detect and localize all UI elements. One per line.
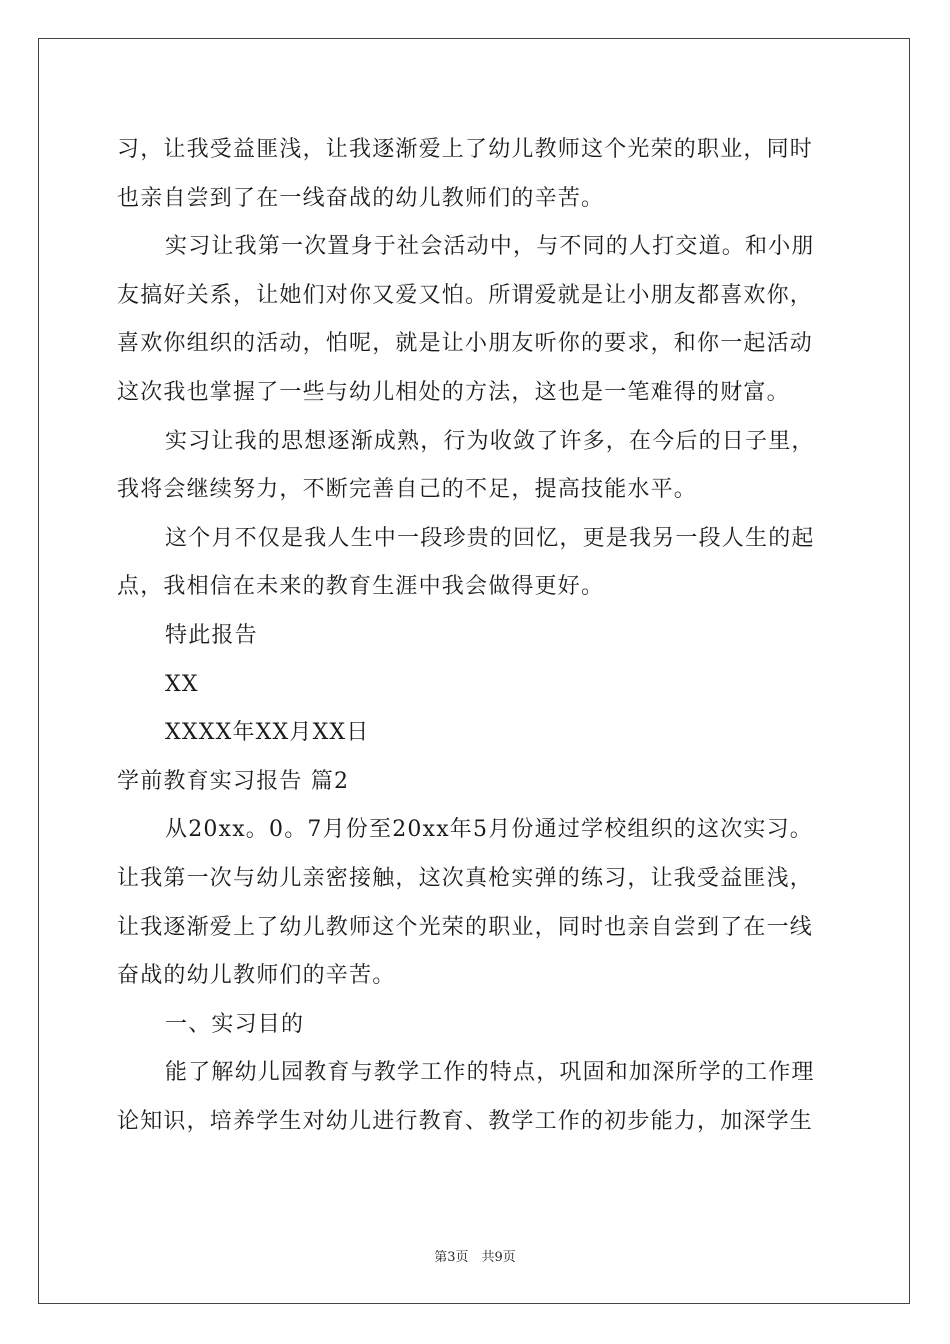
body-line: 喜欢你组织的活动，怕呢，就是让小朋友听你的要求，和你一起活动 — [117, 331, 814, 357]
page-number: 第3页 共9页 — [434, 1250, 516, 1265]
signature-name: XX — [165, 671, 199, 697]
signature-date: XXXX年XX月XX日 — [165, 720, 370, 746]
body-line: 我将会继续努力，不断完善自己的不足，提高技能水平。 — [117, 477, 698, 503]
closing-text: 特此报告 — [165, 622, 258, 648]
body-line: 让我第一次与幼儿亲密接触，这次真枪实弹的练习，让我受益匪浅， — [117, 865, 814, 891]
body-line: 这个月不仅是我人生中一段珍贵的回忆，更是我另一段人生的起 — [165, 525, 815, 551]
body-line: 能了解幼儿园教育与教学工作的特点，巩固和加深所学的工作理 — [165, 1060, 815, 1086]
body-line: 习，让我受益匪浅，让我逐渐爱上了幼儿教师这个光荣的职业，同时 — [117, 137, 814, 162]
body-line: 奋战的幼儿教师们的辛苦。 — [117, 963, 396, 989]
document-body — [117, 126, 833, 1146]
section-title: 学前教育实习报告 篇2 — [117, 768, 350, 794]
body-line: 点，我相信在未来的教育生涯中我会做得更好。 — [117, 574, 605, 600]
body-line: 实习让我的思想逐渐成熟，行为收敛了许多，在今后的日子里， — [165, 428, 815, 454]
body-line: 这次我也掌握了一些与幼儿相处的方法，这也是一笔难得的财富。 — [117, 379, 790, 405]
body-line: 从20xx。0。7月份至20xx年5月份通过学校组织的这次实习。 — [165, 817, 814, 843]
body-line: 论知识，培养学生对幼儿进行教育、教学工作的初步能力，加深学生 — [117, 1108, 814, 1134]
subsection-heading: 一、实习目的 — [165, 1011, 305, 1037]
body-line: 让我逐渐爱上了幼儿教师这个光荣的职业，同时也亲自尝到了在一线 — [117, 914, 814, 940]
body-line: 友搞好关系，让她们对你又爱又怕。所谓爱就是让小朋友都喜欢你， — [117, 282, 814, 308]
body-line: 实习让我第一次置身于社会活动中，与不同的人打交道。和小朋 — [165, 234, 815, 260]
body-line: 也亲自尝到了在一线奋战的幼儿教师们的辛苦。 — [117, 185, 605, 211]
